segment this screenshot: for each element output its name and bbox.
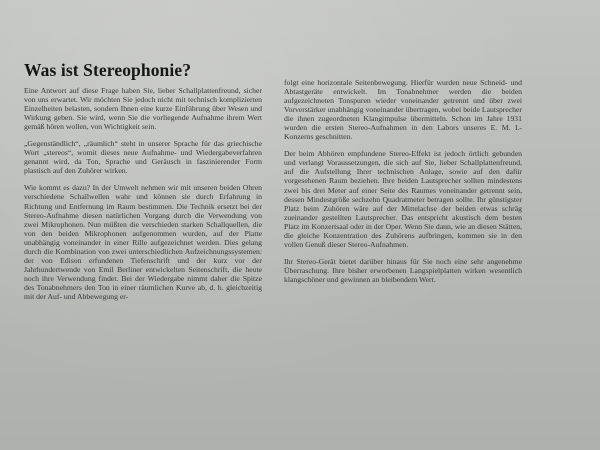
left-text-column <box>24 86 262 301</box>
paragraph-continuation: folgt eine horizontale Seitenbewegung. Hierfür wurden neue Schneid- und Abtastgeräte entwickelt. Im Tonabnehmer werden die beiden aufgezeichneten Tonspuren wieder voneinander getrennt und über zwei Vorverstärker unabhängig voneinander übertragen, wobei beide Lautsprecher die ihnen zugeordneten Klangimpulse übermitteln. Schon im Jahre 1931 wurden die ersten Stereo-Aufnahmen in den Labors unseres E. M. I.-Konzerns geschnitten. <box>284 78 522 142</box>
right-text-column <box>284 78 522 284</box>
paragraph-technique: Wie kommt es dazu? In der Umwelt nehmen wir mit unseren beiden Ohren verschiedene Schallwellen wahr und können sie durch Erfahrung in Richtung und Entfernung im Raum bestimmen. Die Technik ersetzt bei der Stereo-Aufnahme diesen natürlichen Vorgang durch die Verwendung von zwei Mikrophonen. Nun müßten die verschieden starken Schallquellen, die von den beiden Mikrophonen aufgenommen wurden, auf der Platte unabhängig voneinander in einer Rille aufgezeichnet werden. Dies gelang durch die Kombination von zwei unterschiedlichen Aufzeichnungssystemen: der von Edison erfundenen Tiefenschrift und der kurz vor der Jahrhundertwende von Emil Berliner entwickelten Seitenschrift, die heute noch ihre Verwendung findet. Bei der Wiedergabe nimmt daher die Spitze des Tonabnehmers den Ton in einer räumlichen Kurve ab, d. h. gleichzeitig mit der Auf- und Abbewegung er- <box>24 183 262 301</box>
paragraph-conclusion: Ihr Stereo-Gerät bietet darüber hinaus für Sie noch eine sehr angenehme Überraschung. Ihre bisher erworbenen Langspielplatten wirken wesentlich klangschöner und gewinnen an bleibendem Wert. <box>284 256 522 284</box>
paragraph-intro: Eine Antwort auf diese Frage haben Sie, lieber Schallplattenfreund, sicher von uns erwartet. Wir möchten Sie jedoch nicht mit technisch komplizierten Einzelheiten belasten, sondern Ihnen eine kurze Einführung über Wesen und Wirkung geben. Sie wird, wenn Sie die vorliegende Aufnahme ihrem Wert gemäß hören wollen, von Wichtigkeit sein. <box>24 86 262 132</box>
article-title: Was ist Stereophonie? <box>24 60 192 80</box>
paragraph-definition: „Gegenständlich“, „räumlich“ steht in unserer Sprache für das griechische Wort „stereos“, womit dieses neue Aufnahme- und Wiedergabeverfahren genannt wird, da Ton, Sprache und Geräusch in faszinierender Form plastisch auf den Zuhörer wirken. <box>24 139 262 176</box>
paragraph-listening-setup: Der beim Abhören empfundene Stereo-Effekt ist jedoch örtlich gebunden und verlangt Voraussetzungen, die sich auf Sie, lieber Schallplattenfreund, auf die Aufstellung Ihrer technischen Anlage, sowie auf den dafür vorgesehenen Raum beziehen. Ihre beiden Lautsprecher sollten mindestens zwei bis drei Meter auf einer Seite des Raumes voneinander getrennt sein, dessen Mindestgröße sechzehn Quadratmeter betragen sollte. Ihr günstigster Platz beim Zuhören wäre auf der Mittelachse der beiden etwas schräg zueinander gestellten Lautsprecher. Das entspricht akustisch dem besten Platz im Konzertsaal oder in der Oper. Wenn Sie dann, wie an diesen Stätten, die gleiche Konzentration des Zuhörens aufbringen, kommen sie in den vollen Genuß dieser Stereo-Aufnahmen. <box>284 149 522 249</box>
